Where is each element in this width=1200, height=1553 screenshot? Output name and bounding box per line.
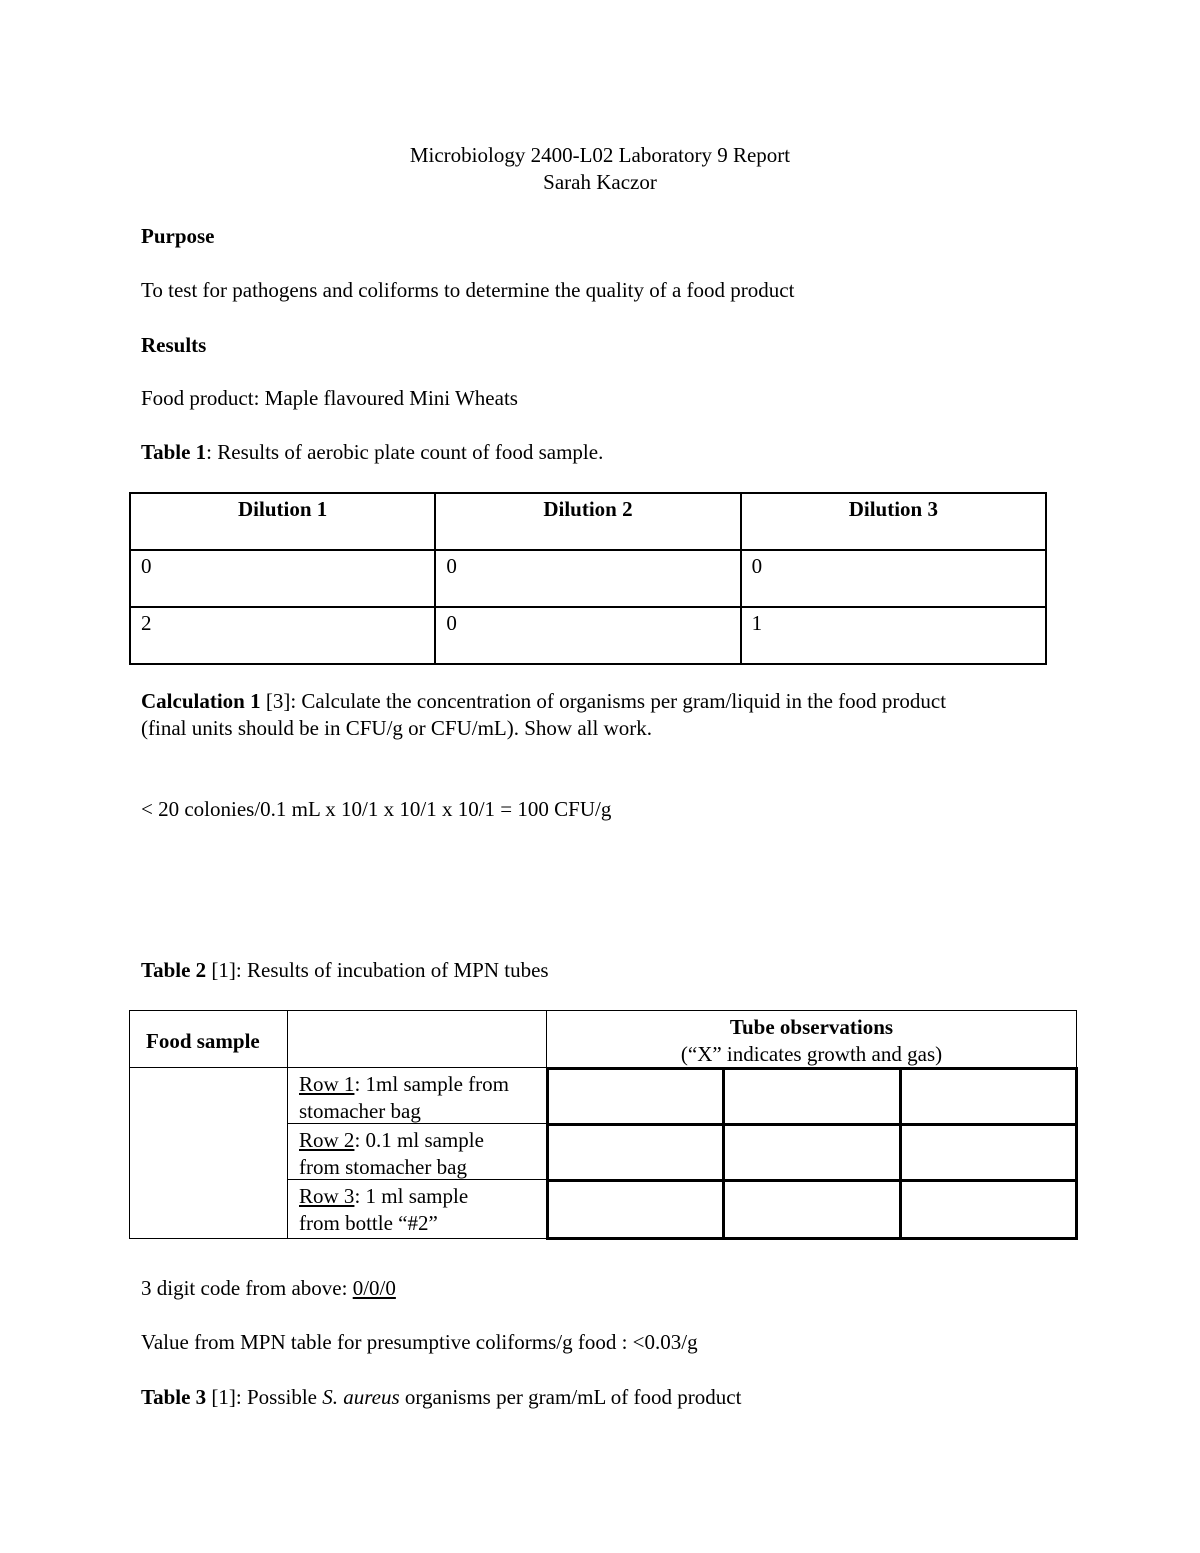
tube-observations-note: (“X” indicates growth and gas) [680, 1042, 943, 1066]
grid-divider [546, 1179, 1078, 1182]
food-sample-header: Food sample [146, 1029, 260, 1053]
mpn-code-label: 3 digit code from above: [141, 1276, 353, 1300]
mpn-tubes-table [129, 1010, 1078, 1240]
purpose-heading: Purpose [141, 224, 215, 248]
table3-caption-label: Table 3 [141, 1385, 207, 1409]
row-label-line [299, 1071, 509, 1098]
row-label: Row 3 [299, 1184, 355, 1208]
table-header-cell [287, 1010, 547, 1068]
table-row [130, 607, 1046, 664]
table-cell: 1 [741, 607, 1046, 664]
row-description: : 0.1 ml sample [354, 1128, 484, 1152]
table2-caption-label: Table 2 [141, 958, 207, 982]
tube-grid [546, 1067, 1078, 1240]
table-header-cell [129, 1010, 288, 1068]
table-cell: 0 [741, 550, 1046, 607]
row-label-line [299, 1127, 484, 1154]
table-header-row [130, 493, 1046, 550]
mpn-code-value: 0/0/0 [352, 1276, 396, 1300]
row-description-line2: stomacher bag [299, 1099, 421, 1123]
food-product-line: Food product: Maple flavoured Mini Wheats [141, 386, 518, 410]
table2-caption-text: [1]: Results of incubation of MPN tubes [206, 958, 549, 982]
table-row [287, 1123, 547, 1180]
table-row [287, 1067, 547, 1124]
results-heading: Results [141, 333, 207, 357]
table-header-cell: Dilution 2 [435, 493, 740, 550]
table-cell: 2 [130, 607, 435, 664]
table-row [130, 550, 1046, 607]
mpn-value-line: Value from MPN table for presumptive coliforms/g food : <0.03/g [141, 1330, 698, 1354]
calculation1-line1 [141, 689, 946, 714]
table1-caption-text: : Results of aerobic plate count of food sample. [206, 440, 604, 464]
row-description-line2: from stomacher bag [299, 1155, 467, 1179]
grid-divider [722, 1067, 725, 1240]
calculation1-answer: < 20 colonies/0.1 mL x 10/1 x 10/1 x 10/1 = 100 CFU/g [141, 797, 612, 821]
table-header-cell [546, 1010, 1077, 1068]
document-title: Microbiology 2400-L02 Laboratory 9 Report [409, 143, 791, 167]
document-author: Sarah Kaczor [543, 170, 657, 194]
mpn-code-line [141, 1276, 396, 1301]
tube-observations-header: Tube observations [729, 1015, 894, 1039]
purpose-text: To test for pathogens and coliforms to determine the quality of a food product [141, 278, 795, 302]
aerobic-plate-count-table [129, 492, 1047, 665]
table3-caption-post: organisms per gram/mL of food product [399, 1385, 742, 1409]
food-sample-cell [129, 1067, 288, 1239]
table-header-cell: Dilution 1 [130, 493, 435, 550]
table2-caption [141, 958, 549, 983]
table3-caption-pre: [1]: Possible [206, 1385, 323, 1409]
calculation1-line2: (final units should be in CFU/g or CFU/mL). Show all work. [141, 716, 652, 740]
row-description: : 1ml sample from [354, 1072, 509, 1096]
table-cell: 0 [435, 550, 740, 607]
grid-divider [546, 1123, 1078, 1126]
table-row [287, 1179, 547, 1239]
row-description-line2: from bottle “#2” [299, 1211, 438, 1235]
table1-caption [141, 440, 603, 465]
row-description: : 1 ml sample [354, 1184, 469, 1208]
table3-caption [141, 1385, 741, 1410]
table-cell: 0 [130, 550, 435, 607]
table3-caption-species: S. aureus [322, 1385, 400, 1409]
table-cell: 0 [435, 607, 740, 664]
calculation1-text: : Calculate the concentration of organisms per gram/liquid in the food product [290, 689, 947, 713]
calculation1-marks: [3] [260, 689, 291, 713]
row-label: Row 1 [299, 1072, 355, 1096]
grid-divider [899, 1067, 902, 1240]
table1-caption-label: Table 1 [141, 440, 207, 464]
row-label-line [299, 1183, 468, 1210]
table-header-cell: Dilution 3 [741, 493, 1046, 550]
row-label: Row 2 [299, 1128, 355, 1152]
calculation1-label: Calculation 1 [141, 689, 261, 713]
